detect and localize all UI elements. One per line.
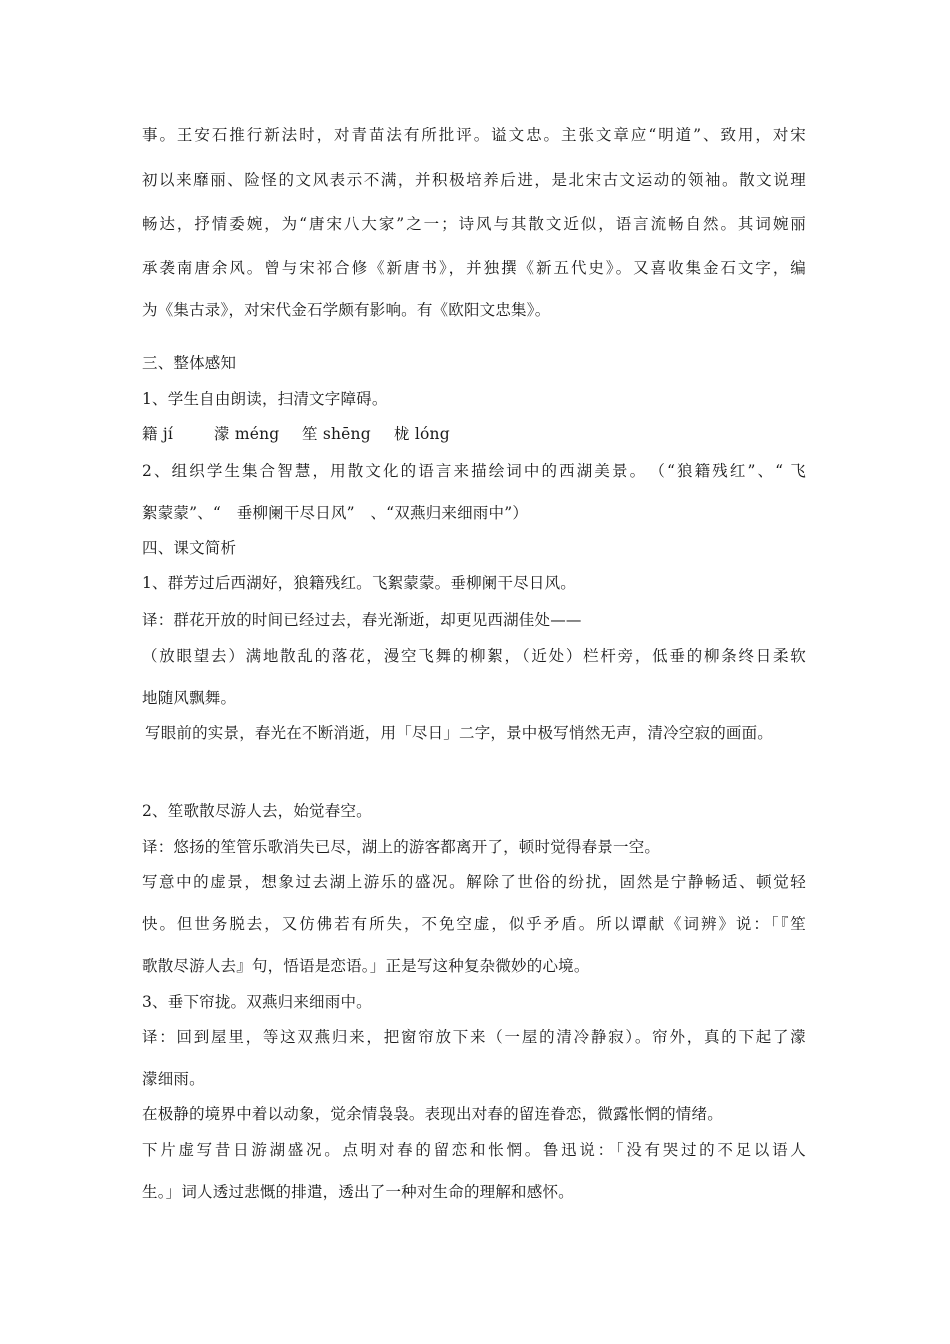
paragraph-line: 1、学生自由朗读，扫清文字障碍。	[142, 390, 388, 408]
paragraph-line: 歌散尽游人去』句，悟语是恋语。」正是写这种复杂微妙的心境。	[142, 957, 590, 975]
paragraph-line: 畅达，抒情委婉，为“唐宋八大家”之一；诗风与其散文近似，语言流畅自然。其词婉丽	[142, 215, 806, 233]
pinyin-item: 栊 lóng	[394, 425, 450, 443]
paragraph-line: 下片虚写昔日游湖盛况。点明对春的留恋和怅惘。鲁迅说：「没有哭过的不足以语人	[142, 1141, 806, 1159]
paragraph-line: 译：悠扬的笙管乐歌消失已尽，湖上的游客都离开了，顿时觉得春景一空。	[142, 838, 661, 856]
paragraph-line: 1、群芳过后西湖好，狼籍残红。飞絮蒙蒙。垂柳阑干尽日风。	[142, 574, 576, 592]
pinyin-item: 濛 méng	[214, 425, 280, 443]
paragraph-line: 译：回到屋里，等这双燕归来，把窗帘放下来（一屋的清冷静寂）。帘外，真的下起了濛	[142, 1028, 806, 1046]
paragraph-line: 承袭南唐余风。曾与宋祁合修《新唐书》，并独撰《新五代史》。又喜收集金石文字，编	[142, 259, 806, 277]
paragraph-line: 在极静的境界中着以动象，觉余情袅袅。表现出对春的留连眷恋，微露怅惘的情绪。	[142, 1105, 723, 1123]
paragraph-line: 写眼前的实景，春光在不断消逝，用「尽日」二字，景中极写悄然无声，清冷空寂的画面。	[145, 724, 774, 742]
paragraph-line: 快。但世务脱去，又仿佛若有所失，不免空虚，似乎矛盾。所以谭献《词辨》说：「『笙	[142, 915, 806, 933]
paragraph-line: 2、笙歌散尽游人去，始觉春空。	[142, 802, 372, 820]
pinyin-row	[142, 424, 450, 444]
paragraph-line: 地随风飘舞。	[142, 689, 237, 707]
section-heading: 四、课文简析	[142, 539, 237, 557]
paragraph-line: 为《集古录》，对宋代金石学颇有影响。有《欧阳文忠集》。	[142, 301, 551, 319]
paragraph-line: 生。」词人透过悲慨的排遣，透出了一种对生命的理解和感怀。	[142, 1183, 574, 1201]
paragraph-line: （放眼望去）满地散乱的落花，漫空飞舞的柳絮，（近处）栏杆旁，低垂的柳条终日柔软	[142, 647, 806, 665]
paragraph-line: 写意中的虚景，想象过去湖上游乐的盛况。解除了世俗的纷扰，固然是宁静畅适、顿觉轻	[142, 873, 806, 891]
paragraph-line: 事。王安石推行新法时，对青苗法有所批评。谥文忠。主张文章应“明道”、致用，对宋	[142, 126, 806, 144]
pinyin-item: 籍 jí	[142, 425, 173, 443]
paragraph-line: 2、组织学生集合智慧，用散文化的语言来描绘词中的西湖美景。 （“狼籍残红”、“ 飞	[142, 462, 806, 480]
section-heading: 三、整体感知	[142, 354, 237, 372]
paragraph-line: 译：群花开放的时间已经过去，春光渐逝，却更见西湖佳处——	[142, 611, 582, 629]
paragraph-line: 濛细雨。	[142, 1070, 205, 1088]
paragraph-line: 初以来靡丽、险怪的文风表示不满，并积极培养后进，是北宋古文运动的领袖。散文说理	[142, 171, 806, 189]
pinyin-item: 笙 shēng	[302, 425, 371, 443]
paragraph-line: 絮蒙蒙”、“ 垂柳阑干尽日风” 、“双燕归来细雨中”）	[142, 504, 529, 522]
paragraph-line: 3、垂下帘拢。双燕归来细雨中。	[142, 993, 372, 1011]
